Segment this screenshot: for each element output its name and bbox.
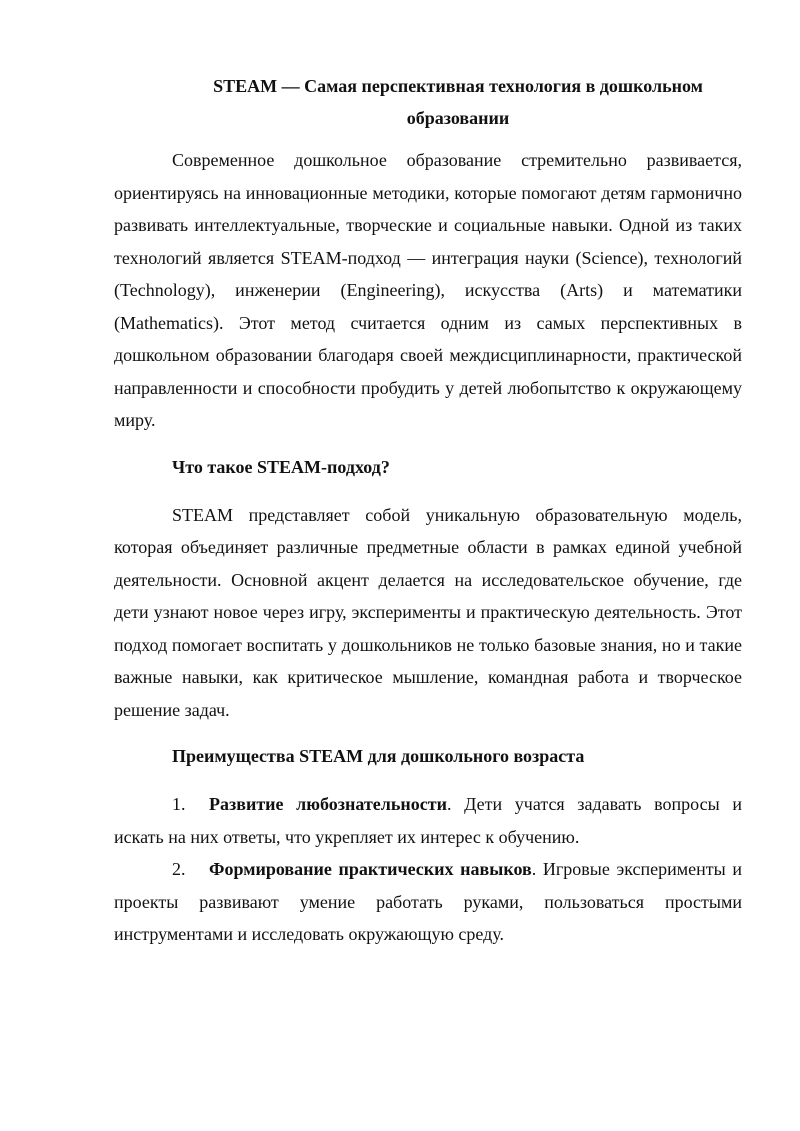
list-item-text: . Игровые эксперименты и проекты развивают умение работать руками, пользоваться простыми инструментами и исследовать окружающую среду.: [114, 859, 742, 944]
list-item-number: 2.: [172, 859, 186, 879]
list-item-title: Формирование практических навыков: [209, 859, 532, 879]
section-heading-advantages: Преимущества STEAM для дошкольного возраста: [172, 746, 585, 766]
list-item-number: 1.: [172, 794, 186, 814]
list-item: [114, 853, 742, 951]
list-item-text: . Дети учатся задавать вопросы и искать на них ответы, что укрепляет их интерес к обучению.: [114, 794, 742, 847]
section-paragraph-what-is-steam: STEAM представляет собой уникальную образовательную модель, которая объединяет различные предметные области в рамках единой учебной деятельности. Основной акцент делается на исследовательское обучение, где дети узнают новое через игру, эксперименты и практическую деятельность. Этот подход помогает воспитать у дошкольников не только базовые знания, но и такие важные навыки, как критическое мышление, командная работа и творческое решение задач.: [114, 504, 742, 720]
advantages-list: [114, 788, 742, 951]
list-item-title: Развитие любознательности: [209, 794, 447, 814]
document-page: [114, 70, 742, 951]
section-heading-what-is-steam: Что такое STEAM-подход?: [172, 456, 390, 477]
intro-paragraph: Современное дошкольное образование стремительно развивается, ориентируясь на инновационные методики, которые помогают детям гармонично развивать интеллектуальные, творческие и социальные навыки. Одной из таких технологий является STEAM-подход — интеграция науки (Science), технологий (Technology), инженерии (Engineering), искусства (Arts) и математики (Mathematics). Этот метод считается одним из самых перспективных в дошкольном образовании благодаря своей междисциплинарности, практической направленности и способности пробудить у детей любопытство к окружающему миру.: [114, 150, 742, 430]
list-item: [114, 788, 742, 853]
document-title: STEAM — Самая перспективная технология в дошкольном образовании: [213, 76, 703, 128]
